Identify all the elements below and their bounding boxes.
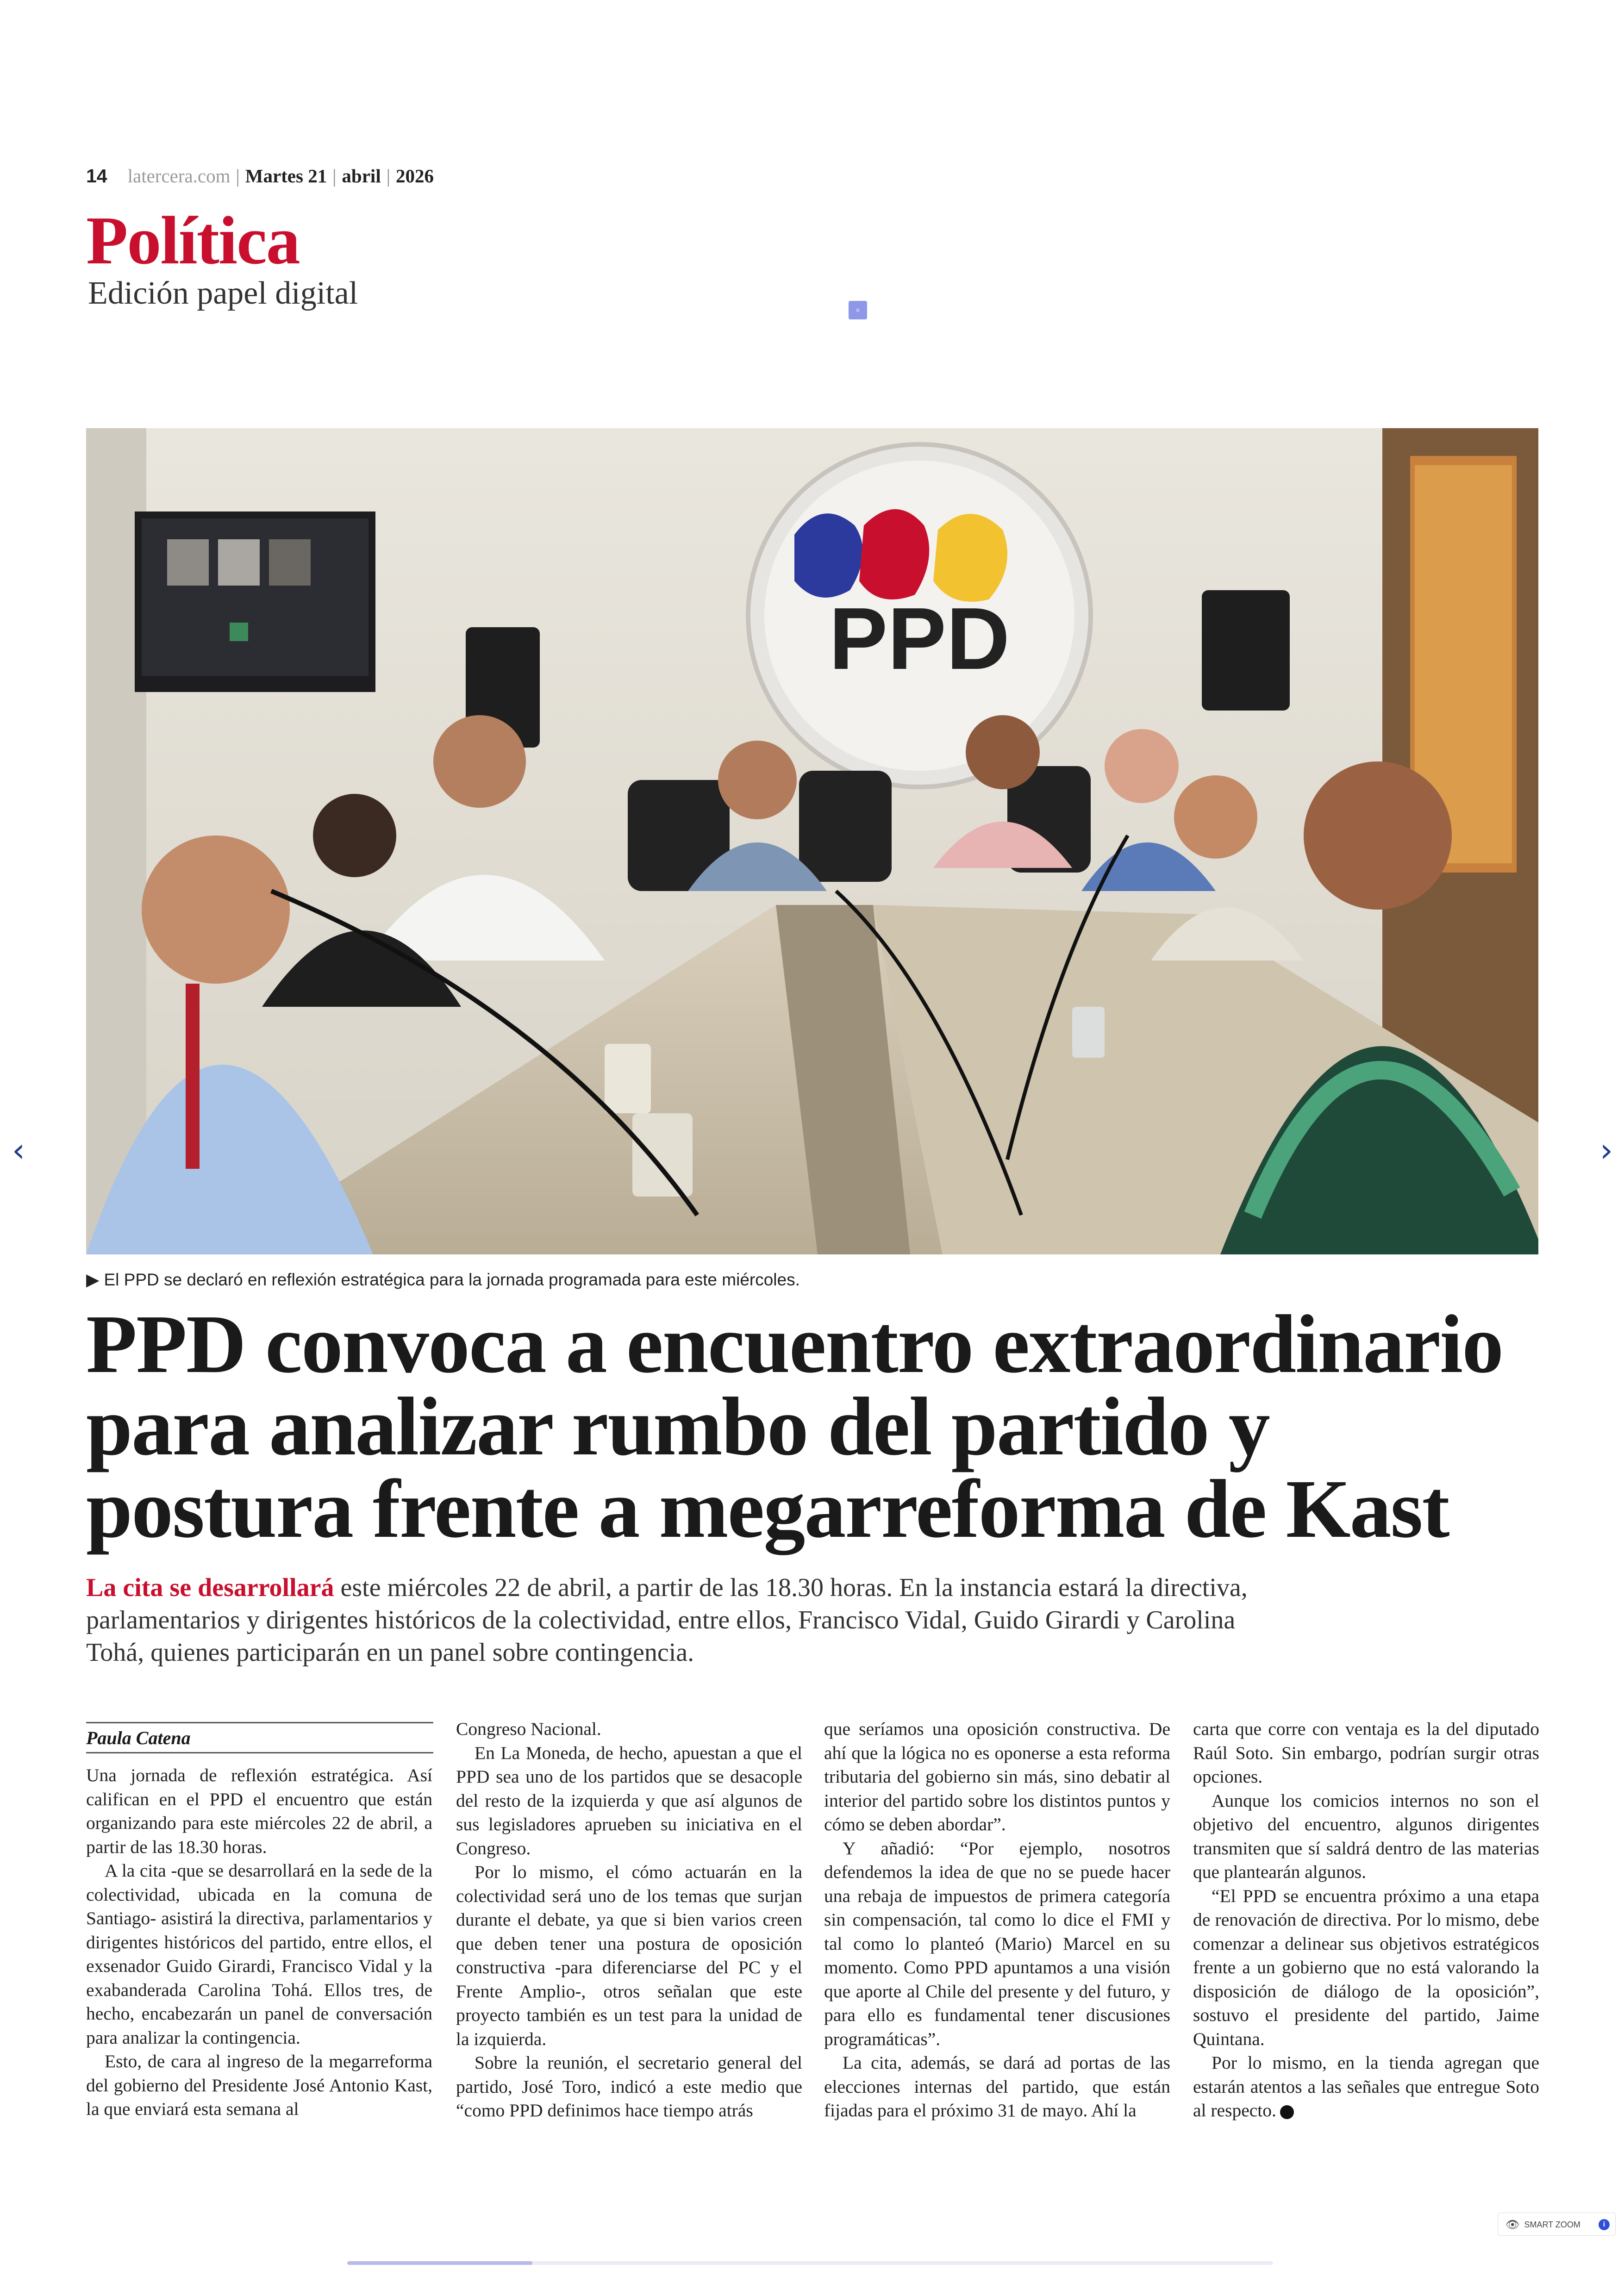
paragraph: La cita, además, se dará ad portas de las elecciones internas del partido, que están fijadas para el próximo 31 de mayo. Ahí la (824, 2052, 1170, 2120)
paragraph: Esto, de cara al ingreso de la megarreforma del gobierno del Presidente José Antonio Kast, la que enviará esta semana al (86, 2051, 432, 2119)
info-icon[interactable]: i (1599, 2219, 1610, 2230)
paragraph: A la cita -que se desarrollará en la sede de la colectividad, ubicada en la comuna de Santiago- asistirá la directiva, parlamentarios y dirigentes históricos del partido, entre ellos, el exsenador Guido Girardi, Francisco Vidal y la exabanderada Carolina Tohá. Ellos tres, de hecho, encabezarán un panel de conversación para analizar la contingencia. (86, 1860, 432, 2048)
article-photo (86, 428, 1538, 1254)
paragraph: Aunque los comicios internos no son el objetivo del encuentro, algunos dirigentes transmiten que sí saldrá dentro de las materias que plantearán algunos. (1193, 1790, 1539, 1882)
caption-text: El PPD se declaró en reflexión estratégica para la jornada programada para este miércoles. (104, 1270, 800, 1289)
eye-icon: 👁 (1505, 2219, 1520, 2232)
article-column-4 (1193, 1717, 1539, 2123)
paragraph (1193, 2051, 1539, 2123)
paragraph: Por lo mismo, el cómo actuarán en la colectividad será uno de los temas que surjan durante el debate, ya que si bien varios creen que deben tener una postura de oposición constructiva -para diferenciarse del PC y el Frente Amplio-, otros señalan que este proyecto también es un test para la unidad de la izquierda. (456, 1862, 802, 2049)
section-subtitle: Edición papel digital (88, 275, 358, 311)
author-byline: Paula Catena (86, 1722, 433, 1753)
paragraph: “El PPD se encuentra próximo a una etapa de renovación de directiva. Por lo mismo, debe comenzar a delinear sus objetivos estratégicos frente a un gobierno que no está valorando la disposición de diálogo de la oposición”, sostuvo el presidente del partido, Jaime Quintana. (1193, 1885, 1539, 2049)
next-page-chevron-icon[interactable]: › (1600, 1131, 1613, 1169)
section-title: Política (86, 203, 300, 279)
article-headline (86, 1298, 1549, 1555)
site-name: latercera.com (127, 165, 231, 187)
deck-lead: La cita se desarrollará (86, 1573, 334, 1602)
caption-marker-icon: ▶ (86, 1270, 100, 1289)
last-paragraph-text: Por lo mismo, en la tienda agregan que estarán atentos a las señales que entregue Soto al respecto. (1193, 2052, 1539, 2120)
paragraph: Y añadió: “Por ejemplo, nosotros defendemos la idea de que no se puede hacer una rebaja de impuestos de primera categoría sin compensación, tal como lo dice el FMI y tal como lo planteó (Mario) Marcel en su momento. Como PPD apuntamos a una visión que aporte al Chile del presente y del futuro, y para ello es fundamental tener discusiones programáticas”. (824, 1838, 1170, 2049)
prev-page-chevron-icon[interactable]: ‹ (12, 1131, 25, 1169)
paragraph: Sobre la reunión, el secretario general del partido, José Toro, indicó a este medio que “como PPD definimos hace tiempo atrás (456, 2052, 802, 2120)
headline-line-1: PPD convoca a encuentro extraordinario (86, 1298, 1503, 1390)
page-marker-icon[interactable]: ▫ (849, 301, 867, 319)
smart-zoom-label: SMART ZOOM (1524, 2220, 1580, 2229)
headline-line-2: para analizar rumbo del partido y (86, 1380, 1269, 1472)
paragraph: que seríamos una oposición constructiva. De ahí que la lógica no es oponerse a esta reforma tributaria del gobierno sin más, sino debatir al interior del partido sobre los distintos puntos y cómo se deben abordar”. (824, 1719, 1170, 1834)
article-deck (86, 1572, 1253, 1669)
page-header (86, 163, 434, 189)
article-column-1 (86, 1764, 432, 2121)
header-month: abril (342, 165, 381, 187)
end-mark-icon (1280, 2105, 1294, 2119)
header-year: 2026 (395, 165, 434, 187)
deck-text: este miércoles 22 de abril, a partir de las 18.30 horas. En la instancia estará la directiva, parlamentarios y dirigentes históricos de la colectividad, entre ellos, Francisco Vidal, Guido Girardi y Carolina Tohá, quienes participarán en un panel sobre contingencia. (86, 1573, 1248, 1667)
meeting-photo (86, 428, 1538, 1254)
header-separator: | (236, 165, 240, 187)
header-weekday: Martes 21 (245, 165, 327, 187)
paragraph: En La Moneda, de hecho, apuestan a que el PPD sea uno de los partidos que se desacople del resto de la izquierda y que así algunos de sus legisladores aprueben su iniciativa en el Congreso. (456, 1742, 802, 1858)
article-column-2 (456, 1717, 802, 2123)
smart-zoom-button[interactable] (1498, 2213, 1616, 2236)
paragraph: Congreso Nacional. (456, 1719, 601, 1739)
scrollbar-thumb[interactable] (347, 2261, 532, 2265)
header-separator: | (332, 165, 337, 187)
header-separator: | (386, 165, 390, 187)
paragraph: carta que corre con ventaja es la del diputado Raúl Soto. Sin embargo, podrían surgir otras opciones. (1193, 1719, 1539, 1787)
article-column-3 (824, 1717, 1170, 2123)
paragraph: Una jornada de reflexión estratégica. Así califican en el PPD el encuentro que están organizando para este miércoles 22 de abril, a partir de las 18.30 horas. (86, 1765, 432, 1857)
headline-line-3: postura frente a megarreforma de Kast (86, 1463, 1449, 1555)
horizontal-scrollbar[interactable] (347, 2261, 1273, 2265)
photo-caption (86, 1268, 1538, 1291)
ppd-logo-text: PPD (829, 590, 1010, 688)
page-number: 14 (86, 165, 107, 187)
